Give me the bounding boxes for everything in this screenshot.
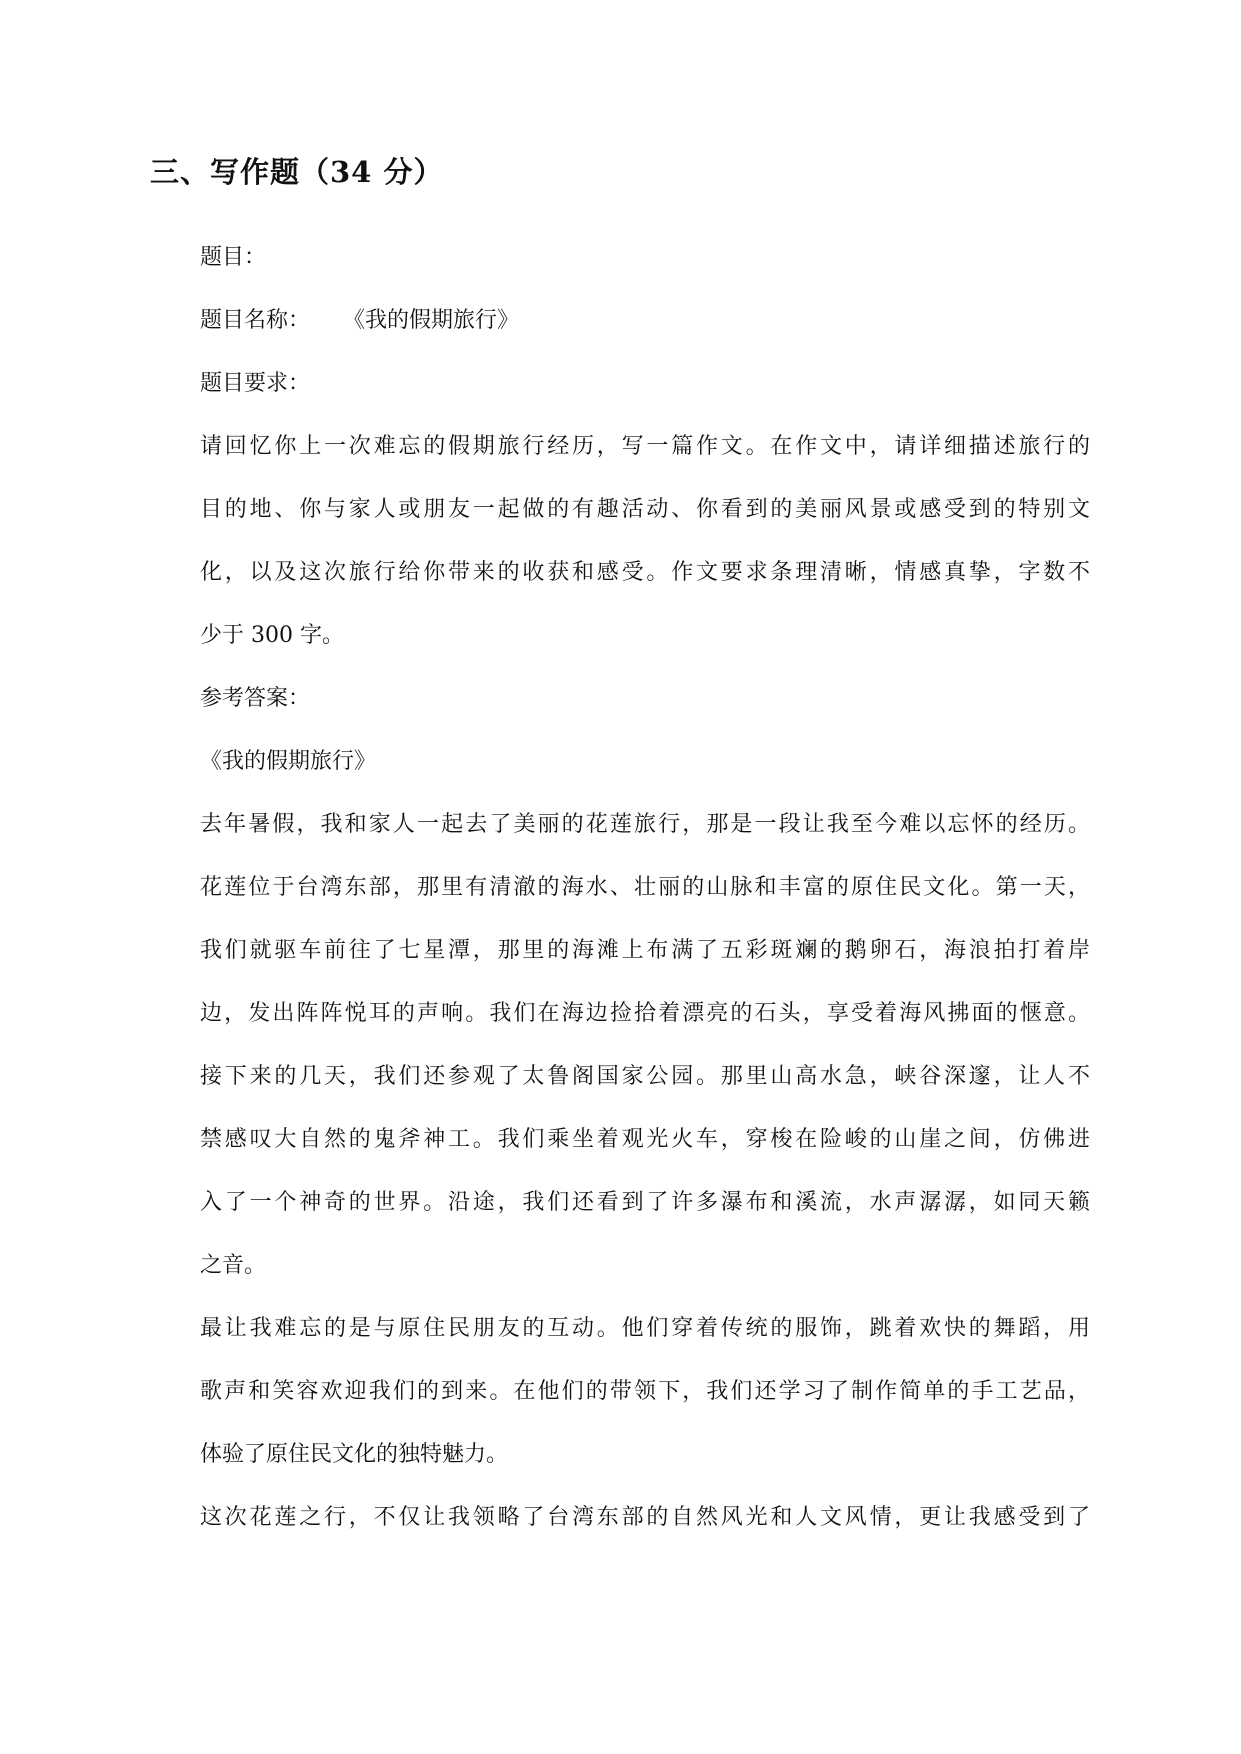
essay-line: 花莲位于台湾东部，那里有清澈的海水、壮丽的山脉和丰富的原住民文化。第一天， — [200, 875, 1090, 900]
document-body — [200, 226, 1090, 1549]
requirements-line: 少于 300 字。 — [200, 623, 344, 648]
essay-line: 歌声和笑容欢迎我们的到来。在他们的带领下，我们还学习了制作简单的手工艺品， — [200, 1379, 1090, 1404]
essay-line: 禁感叹大自然的鬼斧神工。我们乘坐着观光火车，穿梭在险峻的山崖之间，仿佛进 — [200, 1127, 1090, 1152]
essay-line: 之音。 — [200, 1253, 267, 1278]
essay-line: 这次花莲之行，不仅让我领略了台湾东部的自然风光和人文风情，更让我感受到了 — [200, 1505, 1090, 1530]
essay-title: 《我的假期旅行》 — [200, 749, 377, 774]
essay-line: 边，发出阵阵悦耳的声响。我们在海边捡拾着漂亮的石头，享受着海风拂面的惬意。 — [200, 1001, 1090, 1026]
section-heading: 三、写作题（34 分） — [150, 155, 444, 189]
essay-line: 体验了原住民文化的独特魅力。 — [200, 1442, 509, 1467]
requirements-label: 题目要求： — [200, 371, 311, 396]
essay-line: 去年暑假，我和家人一起去了美丽的花莲旅行，那是一段让我至今难以忘怀的经历。 — [200, 812, 1090, 837]
essay-line: 入了一个神奇的世界。沿途，我们还看到了许多瀑布和溪流，水声潺潺，如同天籁 — [200, 1190, 1090, 1215]
requirements-line: 目的地、你与家人或朋友一起做的有趣活动、你看到的美丽风景或感受到的特别文 — [200, 497, 1090, 522]
essay-line: 最让我难忘的是与原住民朋友的互动。他们穿着传统的服饰，跳着欢快的舞蹈，用 — [200, 1316, 1090, 1341]
topic-name-label: 题目名称： — [200, 308, 311, 333]
topic-name-row — [200, 289, 1090, 352]
answer-label: 参考答案： — [200, 686, 311, 711]
topic-label: 题目： — [200, 245, 267, 270]
requirements-line: 化，以及这次旅行给你带来的收获和感受。作文要求条理清晰，情感真挚，字数不 — [200, 560, 1090, 585]
topic-name-value: 《我的假期旅行》 — [354, 308, 520, 333]
essay-line: 我们就驱车前往了七星潭，那里的海滩上布满了五彩斑斓的鹅卵石，海浪拍打着岸 — [200, 938, 1090, 963]
requirements-line: 请回忆你上一次难忘的假期旅行经历，写一篇作文。在作文中，请详细描述旅行的 — [200, 434, 1090, 459]
essay-line: 接下来的几天，我们还参观了太鲁阁国家公园。那里山高水急，峡谷深邃，让人不 — [200, 1064, 1090, 1089]
